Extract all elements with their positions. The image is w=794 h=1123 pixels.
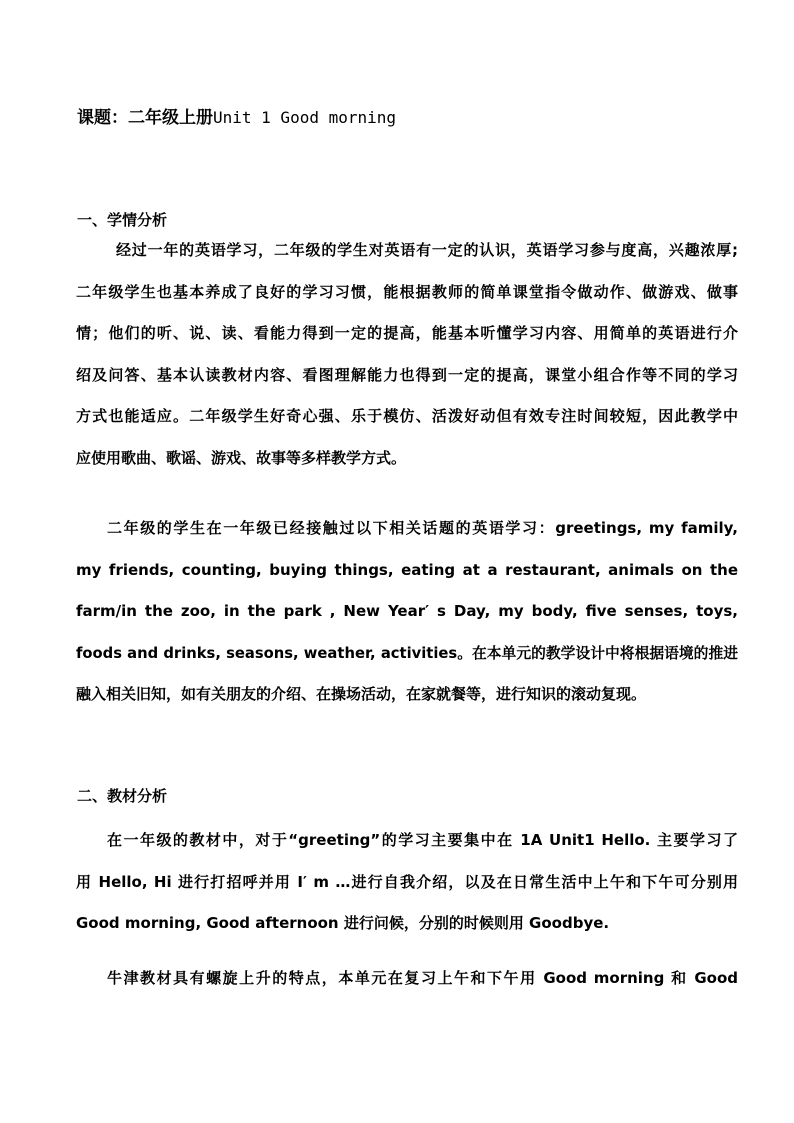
section-heading-learning-analysis: 一、学情分析 (77, 211, 168, 229)
text-line: 用 Hello, Hi 进行打招呼并用 I′ m …进行自我介绍，以及在日常生活中上午和下午可分别用 (76, 872, 738, 891)
text-line: 方式也能适应。二年级学生好奇心强、乐于模仿、活泼好动但有效专注时间较短，因此教学中 (76, 407, 738, 425)
paragraph-textbook-analysis-2 (76, 958, 738, 1000)
document-title (77, 106, 396, 130)
text-line: 二年级的学生在一年级已经接触过以下相关话题的英语学习：greetings, my family, (107, 519, 738, 537)
text-line: 牛津教材具有螺旋上升的特点，本单元在复习上午和下午用 Good morning 和 Good (107, 969, 738, 987)
text-line: 在一年级的教材中，对于“greeting”的学习主要集中在 1A Unit1 Hello. 主要学习了 (107, 831, 738, 849)
text-line: 情；他们的听、说、读、看能力得到一定的提高，能基本听懂学习内容、用简单的英语进行介 (76, 324, 738, 342)
text-line: 融入相关旧知，如有关朋友的介绍、在操场活动，在家就餐等，进行知识的滚动复现。 (76, 685, 647, 703)
text-line: Good morning, Good afternoon 进行问候，分别的时候则用 Goodbye. (76, 914, 610, 932)
paragraph-learning-analysis-2 (76, 508, 738, 716)
title-unit: Unit 1 Good morning (213, 108, 397, 127)
text-line: foods and drinks, seasons, weather, activities。在本单元的教学设计中将根据语境的推进 (76, 644, 738, 662)
text-line: 绍及问答、基本认读教材内容、看图理解能力也得到一定的提高，课堂小组合作等不同的学习 (76, 365, 738, 384)
section-heading-textbook-analysis: 二、教材分析 (77, 787, 168, 805)
text-line: my friends, counting, buying things, eating at a restaurant, animals on the (76, 560, 738, 579)
title-prefix: 课题：二年级上册 (77, 108, 213, 128)
text-line: farm/in the zoo, in the park , New Year′ s Day, my body, five senses, toys, (76, 602, 738, 620)
text-line: 应使用歌曲、歌谣、游戏、故事等多样教学方式。 (76, 448, 407, 467)
paragraph-textbook-analysis-1 (76, 820, 738, 945)
paragraph-learning-analysis-1 (76, 230, 738, 479)
text-line: 二年级学生也基本养成了良好的学习习惯，能根据教师的简单课堂指令做动作、做游戏、做事 (76, 282, 738, 301)
text-line: 经过一年的英语学习，二年级的学生对英语有一定的认识，英语学习参与度高，兴趣浓厚; (116, 241, 738, 259)
